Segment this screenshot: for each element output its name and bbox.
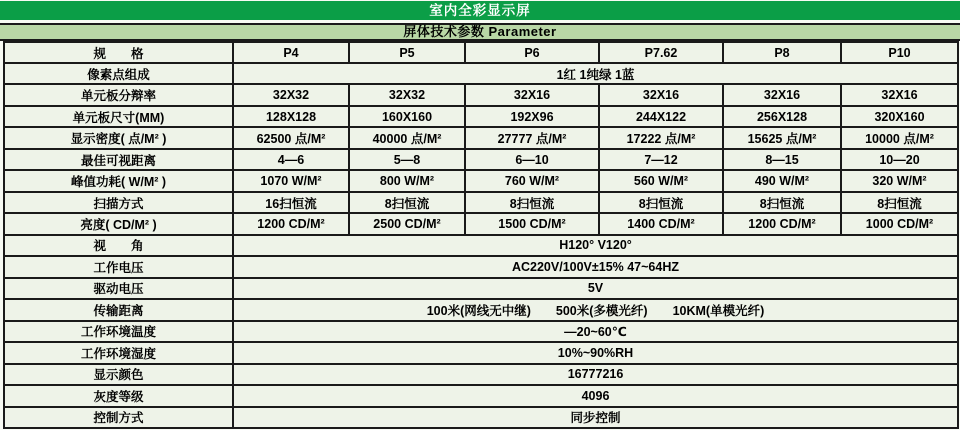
table-row [4,63,958,84]
spec-cell: 15625 点/M² [723,127,841,148]
table-row [4,235,958,256]
spec-cell: 32X32 [349,84,465,105]
spec-cell: 32X16 [599,84,723,105]
row-label: 显示密度( 点/M² ) [4,127,233,148]
spec-cell: 1070 W/M² [233,170,349,191]
table-row [4,213,958,234]
row-label: 单元板尺寸(MM) [4,106,233,127]
table-row [4,321,958,342]
row-value-merged: H120° V120° [233,235,958,256]
spec-cell: 8扫恒流 [465,192,599,213]
table-row [4,84,958,105]
model-column-header: P4 [233,42,349,63]
spec-cell: 4—6 [233,149,349,170]
row-label: 灰度等级 [4,385,233,406]
table-row [4,149,958,170]
spec-cell: 40000 点/M² [349,127,465,148]
row-label: 显示颜色 [4,364,233,385]
spec-cell: 6—10 [465,149,599,170]
spec-column-header: 规 格 [4,42,233,63]
row-label: 峰值功耗( W/M² ) [4,170,233,191]
spec-cell: 16扫恒流 [233,192,349,213]
row-value-merged: 10%~90%RH [233,342,958,363]
table-row [4,192,958,213]
spec-cell: 1400 CD/M² [599,213,723,234]
spec-cell: 32X32 [233,84,349,105]
row-label: 视 角 [4,235,233,256]
spec-cell: 10000 点/M² [841,127,958,148]
table-row [4,385,958,406]
row-value-merged: AC220V/100V±15% 47~64HZ [233,256,958,277]
table-row [4,106,958,127]
spec-table-body [4,63,958,428]
spec-cell: 760 W/M² [465,170,599,191]
row-label: 扫描方式 [4,192,233,213]
table-row [4,299,958,320]
table-row [4,278,958,299]
spec-cell: 62500 点/M² [233,127,349,148]
row-label: 像素点组成 [4,63,233,84]
table-row [4,407,958,429]
model-column-header: P7.62 [599,42,723,63]
model-column-header: P10 [841,42,958,63]
spec-cell: 8—15 [723,149,841,170]
table-row [4,256,958,277]
spec-cell: 244X122 [599,106,723,127]
page-title: 室内全彩显示屏 [0,1,960,20]
row-value-merged: —20~60℃ [233,321,958,342]
spec-cell: 160X160 [349,106,465,127]
table-row [4,170,958,191]
spec-cell: 128X128 [233,106,349,127]
model-column-header: P6 [465,42,599,63]
spec-cell: 256X128 [723,106,841,127]
spec-cell: 8扫恒流 [841,192,958,213]
spec-cell: 5—8 [349,149,465,170]
spec-table-header [4,42,958,63]
row-label: 亮度( CD/M² ) [4,213,233,234]
spec-cell: 17222 点/M² [599,127,723,148]
table-title: 屏体技术参数 Parameter [0,23,960,41]
spec-cell: 2500 CD/M² [349,213,465,234]
row-label: 工作电压 [4,256,233,277]
spec-cell: 1000 CD/M² [841,213,958,234]
row-label: 传输距离 [4,299,233,320]
spec-cell: 1200 CD/M² [233,213,349,234]
spec-cell: 8扫恒流 [599,192,723,213]
spec-cell: 320X160 [841,106,958,127]
row-value-merged: 1红 1纯绿 1蓝 [233,63,958,84]
spec-cell: 800 W/M² [349,170,465,191]
row-label: 控制方式 [4,407,233,429]
spec-cell: 32X16 [465,84,599,105]
spec-cell: 7—12 [599,149,723,170]
row-label: 单元板分辩率 [4,84,233,105]
spec-cell: 192X96 [465,106,599,127]
spec-cell: 490 W/M² [723,170,841,191]
row-label: 工作环境湿度 [4,342,233,363]
spec-cell: 10—20 [841,149,958,170]
row-label: 驱动电压 [4,278,233,299]
spec-cell: 320 W/M² [841,170,958,191]
row-value-merged: 同步控制 [233,407,958,429]
spec-cell: 1200 CD/M² [723,213,841,234]
spec-cell: 8扫恒流 [723,192,841,213]
row-value-merged: 16777216 [233,364,958,385]
row-label: 工作环境温度 [4,321,233,342]
spec-table [3,41,959,429]
header-row [4,42,958,63]
table-row [4,342,958,363]
table-row [4,364,958,385]
row-value-merged: 100米(网线无中继) 500米(多模光纤) 10KM(单模光纤) [233,299,958,320]
model-column-header: P5 [349,42,465,63]
row-label: 最佳可视距离 [4,149,233,170]
model-column-header: P8 [723,42,841,63]
spec-cell: 560 W/M² [599,170,723,191]
spec-cell: 32X16 [841,84,958,105]
spec-cell: 32X16 [723,84,841,105]
row-value-merged: 4096 [233,385,958,406]
table-row [4,127,958,148]
spec-cell: 8扫恒流 [349,192,465,213]
spec-cell: 27777 点/M² [465,127,599,148]
row-value-merged: 5V [233,278,958,299]
spec-cell: 1500 CD/M² [465,213,599,234]
